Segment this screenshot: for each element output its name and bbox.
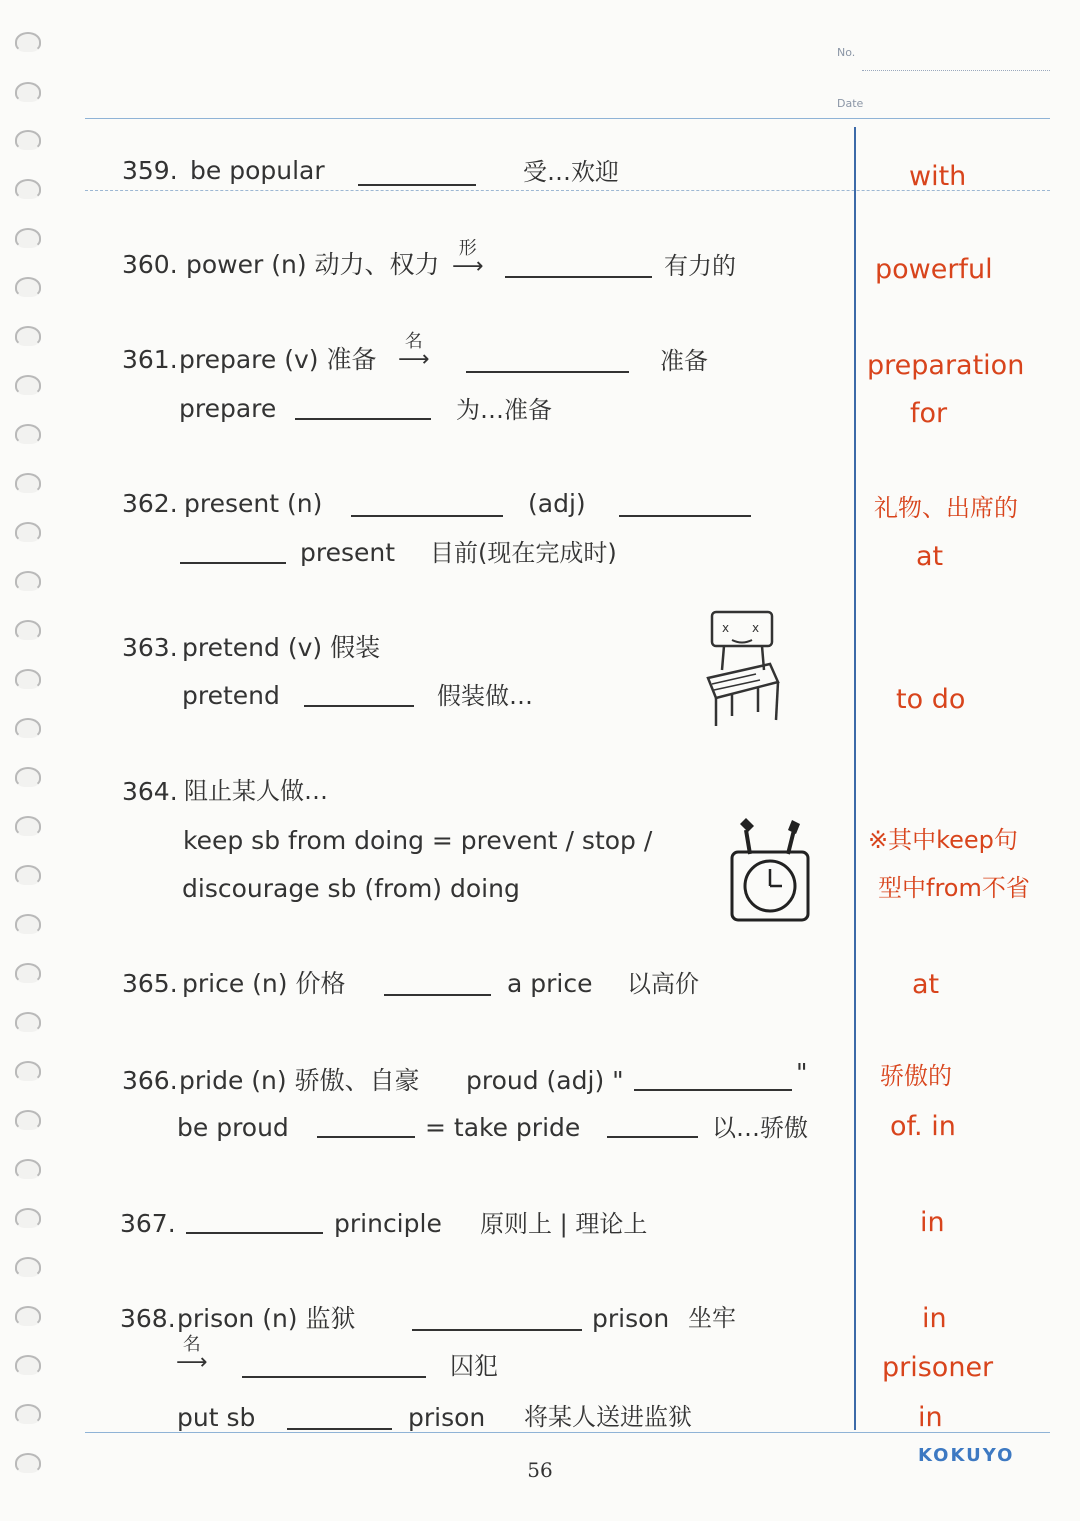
blank-line bbox=[180, 562, 286, 564]
blank-line bbox=[634, 1089, 792, 1091]
entry-term-3: put sb bbox=[177, 1403, 256, 1432]
ring-icon bbox=[15, 1208, 41, 1228]
answer-366b: of. in bbox=[890, 1111, 956, 1142]
entry-meaning: 受…欢迎 bbox=[523, 158, 619, 186]
blank-line bbox=[304, 705, 414, 707]
answer-363: to do bbox=[896, 684, 966, 715]
blank-line bbox=[505, 276, 652, 278]
ring-icon bbox=[15, 1404, 41, 1424]
answer-364: ※其中keep句 bbox=[868, 826, 1018, 854]
answer-368c: in bbox=[918, 1402, 943, 1433]
blank-line bbox=[607, 1136, 698, 1138]
entry-meaning: 以高价 bbox=[627, 970, 699, 998]
entry-term-2: present bbox=[300, 538, 396, 567]
entry-term: be popular bbox=[190, 156, 325, 185]
entry-meaning: 准备 bbox=[660, 347, 708, 375]
ring-icon bbox=[15, 1257, 41, 1277]
entry-mid: prison bbox=[592, 1304, 670, 1333]
answer-368b: prisoner bbox=[882, 1352, 994, 1383]
blank-line bbox=[186, 1232, 323, 1234]
answer-359: with bbox=[909, 161, 967, 192]
ring-icon bbox=[15, 963, 41, 983]
ring-icon bbox=[15, 277, 41, 297]
ring-icon bbox=[15, 1355, 41, 1375]
entry-term: power (n) 动力、权力 bbox=[186, 250, 440, 279]
answer-365: at bbox=[912, 969, 940, 1000]
entry-meaning-2: 为…准备 bbox=[456, 396, 552, 424]
entry-term-2: keep sb from doing = prevent / stop / bbox=[183, 826, 653, 855]
arrow-icon: 名 ⟶ bbox=[176, 1334, 208, 1375]
ring-icon bbox=[15, 620, 41, 640]
blank-line bbox=[412, 1329, 582, 1331]
entry-number: 367. bbox=[120, 1209, 176, 1238]
entry-mid-2: = take pride bbox=[425, 1113, 581, 1142]
entry-term-2: prepare bbox=[179, 394, 277, 423]
entry-number: 361. bbox=[122, 345, 178, 374]
entry-term: price (n) 价格 bbox=[182, 969, 346, 998]
date-label: Date bbox=[837, 97, 864, 110]
entry-meaning: 原则上 | 理论上 bbox=[480, 1210, 648, 1238]
answer-364b: 型中from不省 bbox=[878, 874, 1030, 902]
no-line bbox=[862, 70, 1050, 71]
ring-icon bbox=[15, 865, 41, 885]
arrow-icon: 形 ⟶ bbox=[452, 238, 484, 279]
answer-362b: at bbox=[916, 541, 944, 572]
no-label: No. bbox=[837, 46, 856, 59]
entry-term-2: pretend bbox=[182, 681, 280, 710]
answer-column-divider bbox=[854, 127, 856, 1430]
svg-text:x: x bbox=[752, 621, 760, 635]
top-rule bbox=[85, 118, 1050, 119]
svg-text:x: x bbox=[722, 621, 730, 635]
entry-meaning-2: 目前(现在完成时) bbox=[430, 539, 617, 567]
entry-term: prepare (v) 准备 bbox=[179, 345, 377, 374]
ring-icon bbox=[15, 1306, 41, 1326]
entry-number: 363. bbox=[122, 633, 178, 662]
entry-number: 359. bbox=[122, 156, 178, 185]
ring-icon bbox=[15, 473, 41, 493]
ring-icon bbox=[15, 375, 41, 395]
entry-meaning-2: 假装做… bbox=[437, 682, 533, 710]
answer-367: in bbox=[920, 1207, 945, 1238]
ring-icon bbox=[15, 1110, 41, 1130]
entry-number: 365. bbox=[122, 969, 178, 998]
entry-term-2: be proud bbox=[177, 1113, 289, 1142]
blank-line bbox=[287, 1428, 392, 1430]
entry-number: 368. bbox=[120, 1304, 176, 1333]
entry-number: 366. bbox=[122, 1066, 178, 1095]
entry-number: 362. bbox=[122, 489, 178, 518]
entry-term: present (n) bbox=[184, 489, 323, 518]
ring-icon bbox=[15, 718, 41, 738]
ring-icon bbox=[15, 767, 41, 787]
blank-line bbox=[384, 994, 491, 996]
ring-icon bbox=[15, 424, 41, 444]
entry-number: 364. bbox=[122, 777, 178, 806]
blank-line bbox=[358, 184, 476, 186]
entry-mid-3: prison bbox=[408, 1403, 486, 1432]
answer-368: in bbox=[922, 1303, 947, 1334]
entry-quote-end: " bbox=[796, 1058, 808, 1087]
ring-icon bbox=[15, 1012, 41, 1032]
entry-meaning-2: 以…骄傲 bbox=[712, 1114, 808, 1142]
answer-361b: for bbox=[910, 398, 948, 429]
entry-number: 360. bbox=[122, 250, 178, 279]
arrow-icon: 名 ⟶ bbox=[398, 331, 430, 372]
answer-366: 骄傲的 bbox=[880, 1062, 952, 1090]
ring-icon bbox=[15, 130, 41, 150]
blank-line bbox=[317, 1136, 415, 1138]
ring-icon bbox=[15, 669, 41, 689]
rule bbox=[85, 190, 1050, 191]
entry-term: 阻止某人做… bbox=[184, 777, 328, 805]
blank-line bbox=[619, 515, 751, 517]
entry-meaning-2: 囚犯 bbox=[450, 1352, 498, 1380]
entry-mid: proud (adj) " bbox=[466, 1066, 624, 1095]
entry-term: principle bbox=[334, 1209, 442, 1238]
entry-term: prison (n) 监狱 bbox=[177, 1304, 356, 1333]
ring-icon bbox=[15, 1159, 41, 1179]
blank-line bbox=[466, 371, 629, 373]
entry-adj: (adj) bbox=[528, 489, 586, 518]
entry-meaning: 坐牢 bbox=[688, 1304, 736, 1332]
answer-360: powerful bbox=[875, 254, 993, 285]
ring-icon bbox=[15, 522, 41, 542]
ring-icon bbox=[15, 179, 41, 199]
entry-mid: a price bbox=[507, 969, 593, 998]
ring-icon bbox=[15, 32, 41, 52]
ring-icon bbox=[15, 914, 41, 934]
entry-meaning-3: 将某人送进监狱 bbox=[524, 1403, 692, 1431]
answer-361: preparation bbox=[867, 350, 1025, 381]
ring-icon bbox=[15, 326, 41, 346]
entry-term: pretend (v) 假装 bbox=[182, 633, 381, 662]
ring-icon bbox=[15, 82, 41, 102]
entry-meaning: 有力的 bbox=[664, 252, 736, 280]
ring-icon bbox=[15, 1061, 41, 1081]
bottom-rule bbox=[85, 1432, 1050, 1433]
page-number: 56 bbox=[527, 1458, 553, 1482]
alarm-clock-doodle-icon bbox=[722, 814, 818, 926]
blank-line bbox=[295, 418, 431, 420]
entry-term-3: discourage sb (from) doing bbox=[182, 874, 520, 903]
blank-line bbox=[351, 515, 503, 517]
entry-term: pride (n) 骄傲、自豪 bbox=[179, 1066, 420, 1095]
chair-doodle-icon bbox=[700, 608, 786, 730]
ring-icon bbox=[15, 571, 41, 591]
blank-line bbox=[242, 1376, 426, 1378]
ring-icon bbox=[15, 816, 41, 836]
answer-362: 礼物、出席的 bbox=[874, 494, 1018, 522]
brand-logo: KOKUYO bbox=[918, 1445, 1015, 1466]
ring-icon bbox=[15, 228, 41, 248]
